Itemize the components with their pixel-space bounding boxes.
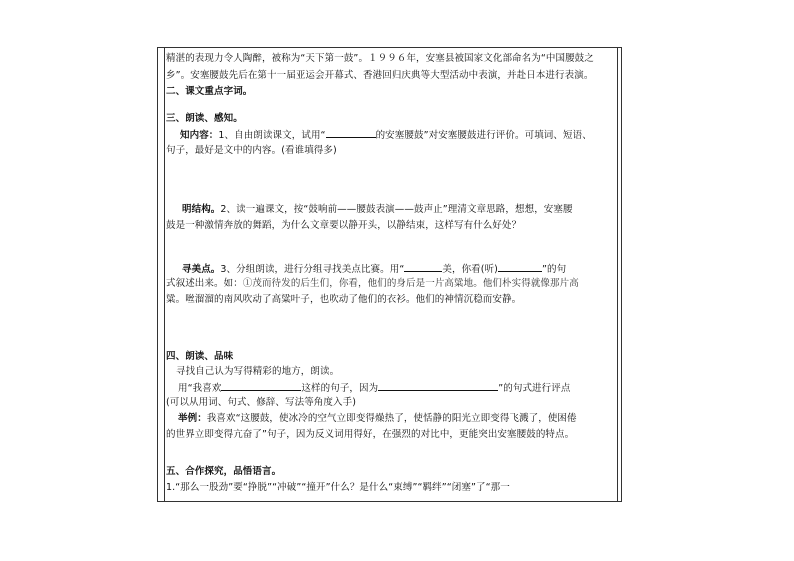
task-3-blank-2 [498, 262, 542, 272]
intro-line-1: 精湛的表现力令人陶醉，被称为“天下第一鼓”。１９９６年，安塞县被国家文化部命名为“中国腰鼓之 [166, 53, 594, 64]
task-1-text-before: 1、自由朗读课文，试用“ [218, 130, 326, 141]
intro-line-2: 乡”。安塞腰鼓先后在第十一届亚运会开幕式、香港回归庆典等大型活动中表演，并赴日本进行表演。 [166, 70, 594, 81]
section-3-heading: 三、朗读、感知。 [166, 113, 243, 124]
example-label: 举例： [178, 413, 207, 424]
task-1-text-after: 的安塞腰鼓”对安塞腰鼓进行评价。可填词、短语、 [375, 130, 592, 141]
task-1-line-2: 句子，最好是文中的内容。(看谁填得多) [166, 145, 337, 156]
section-4-line-2-b: 这样的句子，因为 [301, 383, 379, 394]
task-1-line-1 [180, 128, 592, 143]
section-4-line-2-a: 用“我喜欢 [178, 383, 222, 394]
task-2-line-1 [182, 203, 573, 217]
task-3-line-2-b: ①茂而待发的后生们，你看，他们的身后是一片高粱地。他们朴实得就像那片高 [242, 278, 579, 289]
table-left-divider [164, 48, 165, 501]
task-1-label: 知内容： [180, 130, 219, 141]
section-5-line-1: 1.“那么一股劲”要“挣脱”“冲破”“撞开”什么？是什么“束缚”“羁绊”“闭塞”了“那一 [166, 482, 510, 493]
task-2-line-2: 鼓是一种激情奔放的舞蹈，为什么文章要以静开头，以静结束，这样写有什么好处？ [166, 220, 522, 231]
section-4-blank-2 [378, 381, 498, 391]
task-3-line-2 [166, 277, 579, 291]
section-4-line-3: (可以从用词、句式、修辞、写法等角度入手) [166, 397, 357, 408]
section-4-example-line-2: 的世界立即变得亢奋了”句子，因为反义词用得好，在强烈的对比中，更能突出安塞腰鼓的特点。 [166, 429, 575, 440]
task-3-blank-1 [404, 262, 442, 272]
task-1-blank [326, 128, 376, 138]
section-5-heading: 五、合作探究，品悟语言。 [166, 466, 282, 477]
section-4-example-line-1 [178, 412, 577, 426]
task-3-text-a: 3、分组朗读，进行分组寻找美点比赛。用“ [220, 264, 405, 275]
section-4-line-1: 寻找自己认为写得精彩的地方，朗读。 [176, 366, 340, 377]
task-3-text-b: 美，你看(听) [442, 264, 498, 275]
section-4-line-2-c: ”的句式进行评点 [498, 383, 571, 394]
section-4-heading: 四、朗读、品味 [166, 351, 234, 362]
section-4-blank-1 [221, 381, 301, 391]
task-3-line-1 [182, 262, 566, 277]
task-2-label: 明结构。 [182, 204, 221, 215]
task-3-text-c: ”的句 [542, 264, 567, 275]
section-4-line-2 [178, 381, 570, 396]
task-3-line-2-a: 式叙述出来。如： [166, 278, 243, 289]
task-3-label: 寻美点。 [182, 264, 221, 275]
table-right-divider [617, 48, 618, 501]
task-3-line-3: 粱。咝溜溜的南风吹动了高粱叶子，也吹动了他们的衣衫。他们的神情沉稳而安静。 [166, 294, 522, 305]
task-2-text: 2、读一遍课文，按“鼓响前——腰鼓表演——鼓声止”理清文章思路，想想，安塞腰 [220, 204, 573, 215]
section-2-heading: 二、课文重点字词。 [166, 86, 253, 97]
example-text: 我喜欢“这腰鼓，使冰冷的空气立即变得燥热了，使恬静的阳光立即变得飞溅了，使困倦 [206, 413, 577, 424]
